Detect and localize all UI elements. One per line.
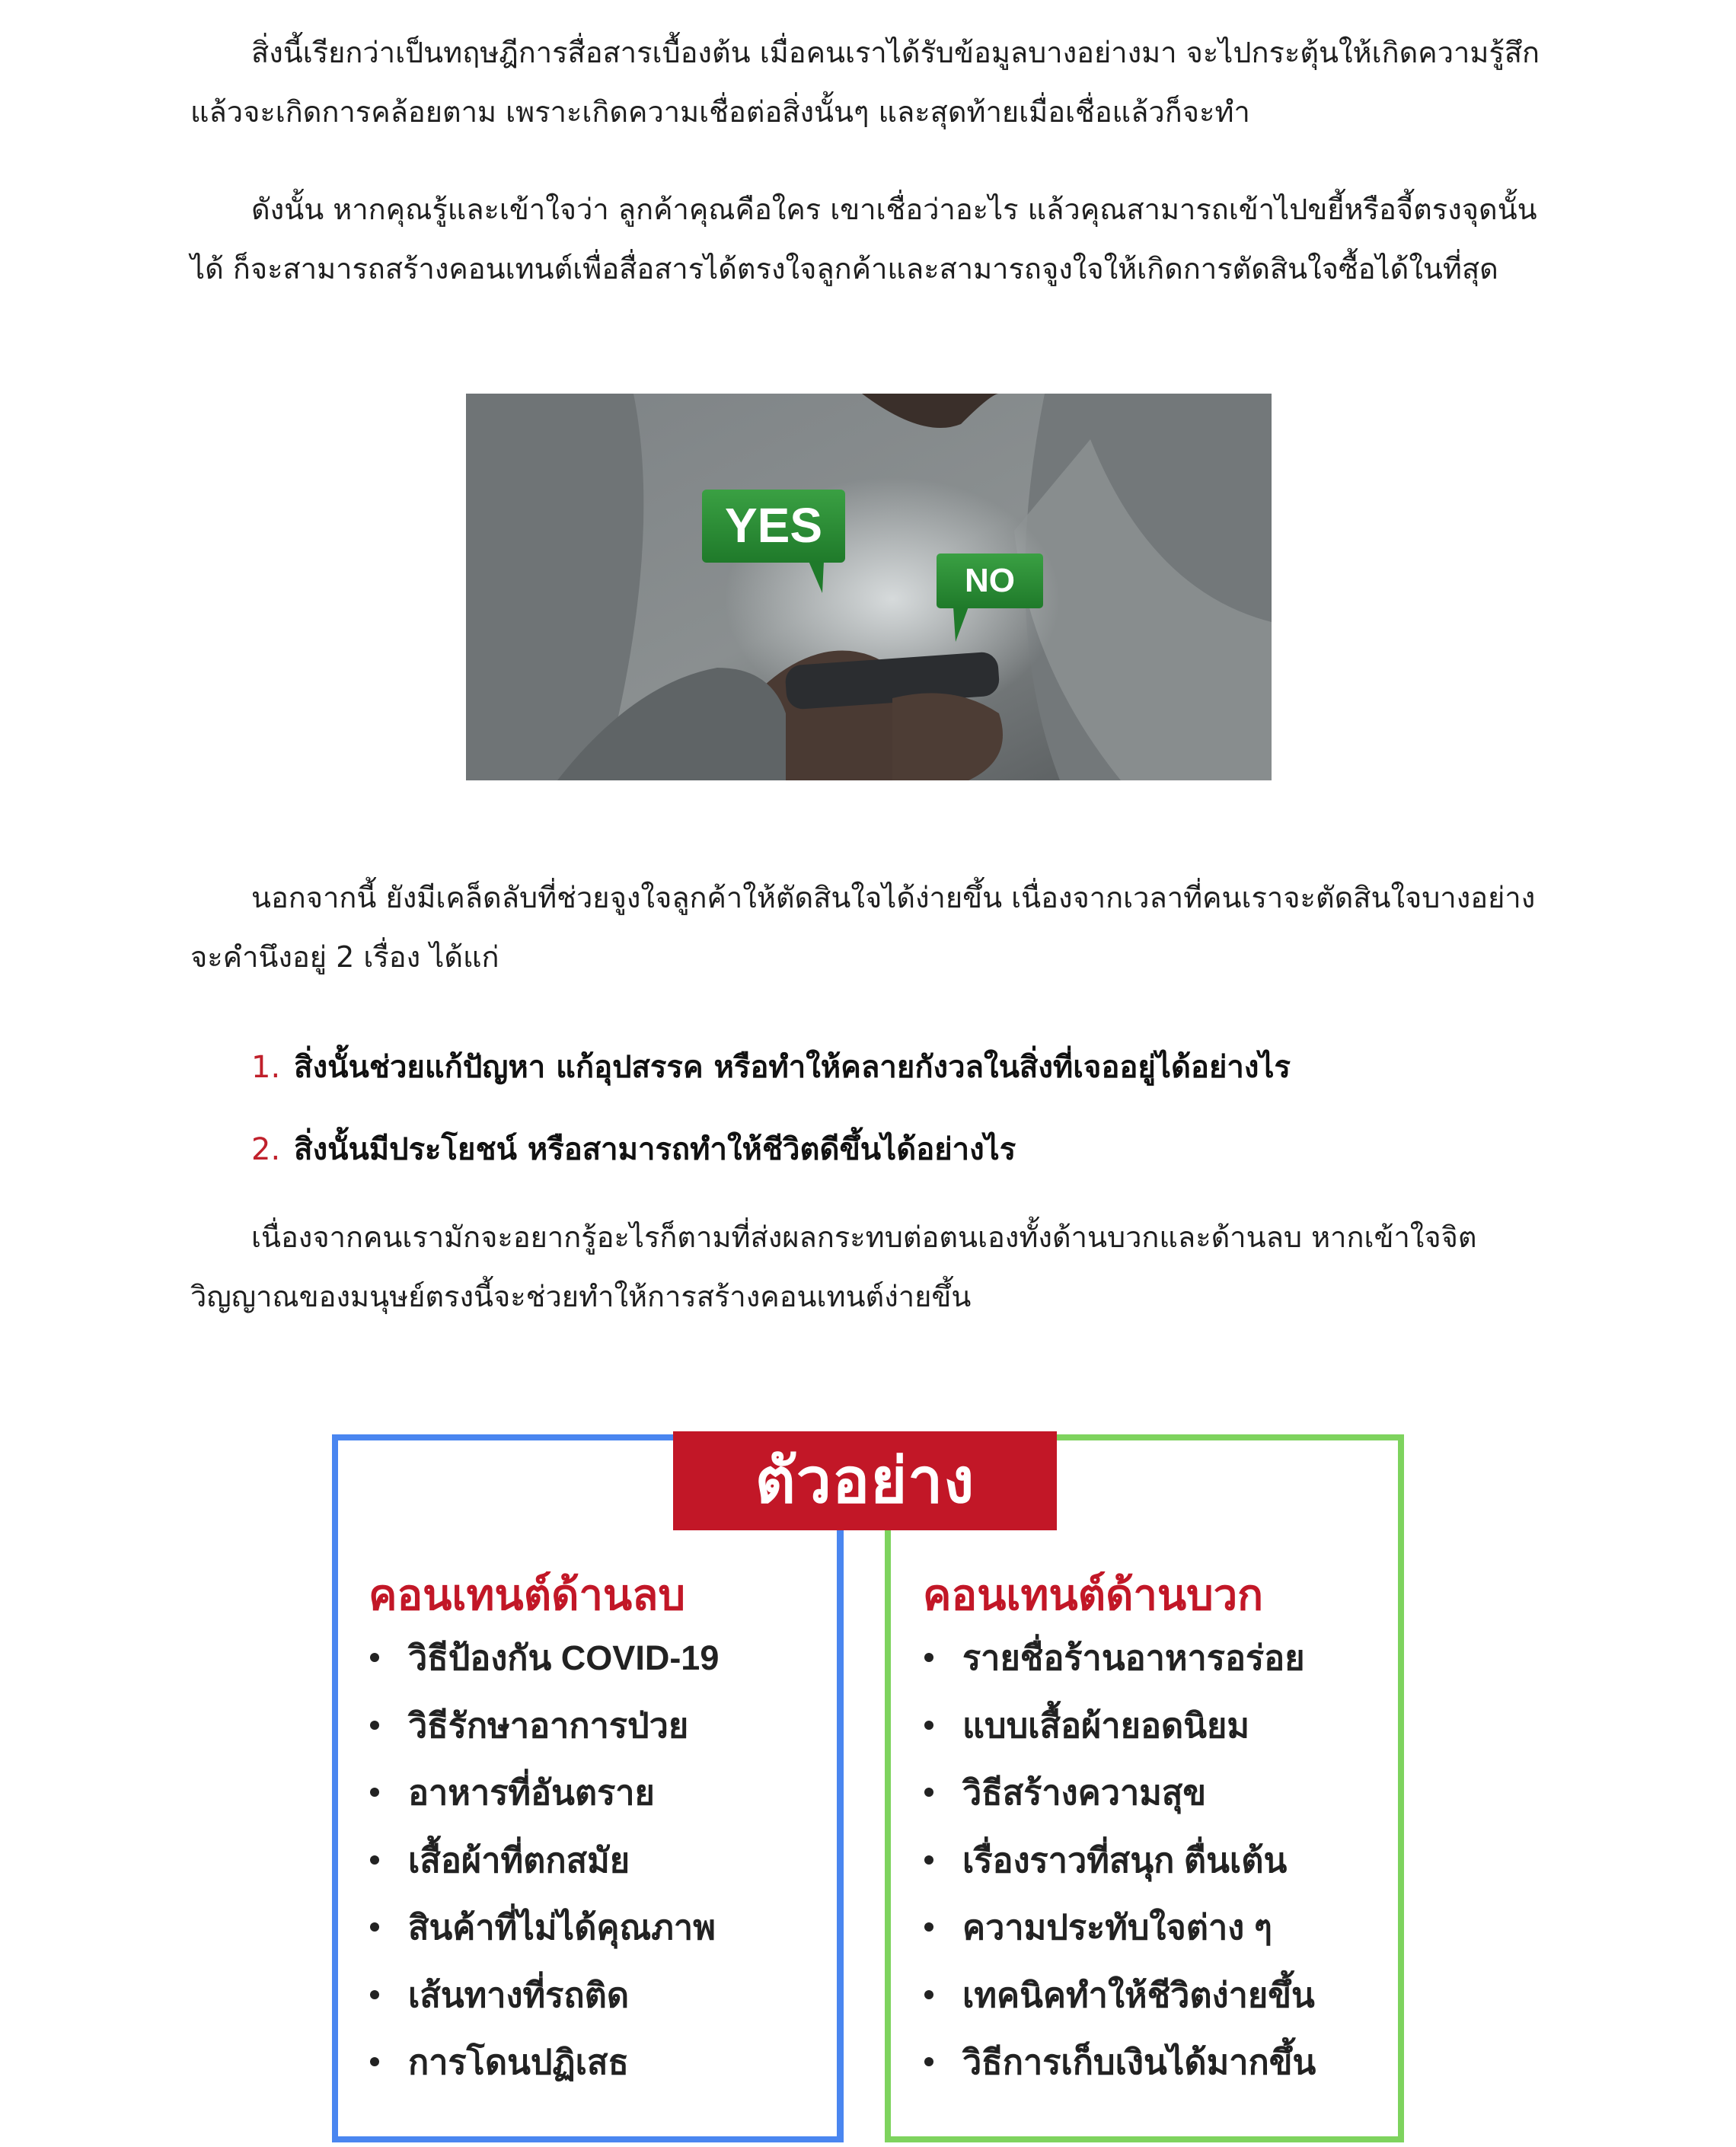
yes-no-phone-photo [466,394,1272,780]
list-item: วิธีสร้างความสุข [924,1759,1316,1827]
intro-paragraph: สิ่งนี้เรียกว่าเป็นทฤษฎีการสื่อสารเบื้องต้น เมื่อคนเราได้รับข้อมูลบางอย่างมา จะไปกระตุ้นให้เกิดความรู้สึก แล้วจะเกิดการคล้อยตาม เพราะเกิดความเชื่อต่อสิ่งนั้นๆ และสุดท้ายเมื่อเชื่อแล้วก็จะทำ [190,36,1540,129]
list-item: วิธีรักษาอาการป่วย [370,1692,719,1760]
list-item: 2. สิ่งนั้นมีประโยชน์ หรือสามารถทำให้ชีวิตดีขึ้นได้อย่างไร [251,1132,1016,1167]
example-infographic [332,1431,1406,2147]
list-item: วิธีการเก็บเงินได้มากขึ้น [924,2029,1316,2097]
example-banner: ตัวอย่าง [673,1431,1057,1530]
yes-bubble-text: YES [724,498,823,553]
negative-content-title: คอนเทนต์ด้านลบ [369,1571,686,1619]
positive-content-list [924,1625,1316,2097]
list-item: สินค้าที่ไม่ได้คุณภาพ [370,1894,719,1962]
list-item: รายชื่อร้านอาหารอร่อย [924,1625,1316,1692]
list-item: เสื้อผ้าที่ตกสมัย [370,1827,719,1895]
tips-paragraph: นอกจากนี้ ยังมีเคล็ดลับที่ช่วยจูงใจลูกค้าให้ตัดสินใจได้ง่ายขึ้น เนื่องจากเวลาที่คนเราจะตัดสินใจบางอย่าง จะคำนึงอยู่ 2 เรื่อง ได้แก่ [190,881,1536,974]
list-item: แบบเสื้อผ้ายอดนิยม [924,1692,1316,1760]
list-item: เทคนิคทำให้ชีวิตง่ายขึ้น [924,1962,1316,2030]
list-item: เรื่องราวที่สนุก ตื่นเต้น [924,1827,1316,1895]
decision-factors-list [251,1026,1291,1191]
customer-paragraph: ดังนั้น หากคุณรู้และเข้าใจว่า ลูกค้าคุณคือใคร เขาเชื่อว่าอะไร แล้วคุณสามารถเข้าไปขยี้หรือจี้ตรงจุดนั้นได้ ก็จะสามารถสร้างคอนเทนต์เพื่อสื่อสารได้ตรงใจลูกค้าและสามารถจูงใจให้เกิดการตัดสินใจซื้อได้ในที่สุด [190,193,1537,286]
list-item: 1. สิ่งนั้นช่วยแก้ปัญหา แก้อุปสรรค หรือทำให้คลายกังวลในสิ่งที่เจออยู่ได้อย่างไร [251,1050,1291,1085]
list-item: เส้นทางที่รถติด [370,1962,719,2030]
list-item: การโดนปฏิเสธ [370,2029,719,2097]
negative-content-list [370,1625,719,2097]
positive-content-title: คอนเทนต์ด้านบวก [923,1571,1264,1619]
list-item: ความประทับใจต่าง ๆ [924,1894,1316,1962]
conclusion-paragraph: เนื่องจากคนเรามักจะอยากรู้อะไรก็ตามที่ส่งผลกระทบต่อตนเองทั้งด้านบวกและด้านลบ หากเข้าใจจิตวิญญาณของมนุษย์ตรงนี้จะช่วยทำให้การสร้างคอนเทนต์ง่ายขึ้น [190,1220,1477,1313]
list-item: วิธีป้องกัน COVID-19 [370,1625,719,1692]
list-item: อาหารที่อันตราย [370,1759,719,1827]
no-bubble-text: NO [965,562,1015,599]
